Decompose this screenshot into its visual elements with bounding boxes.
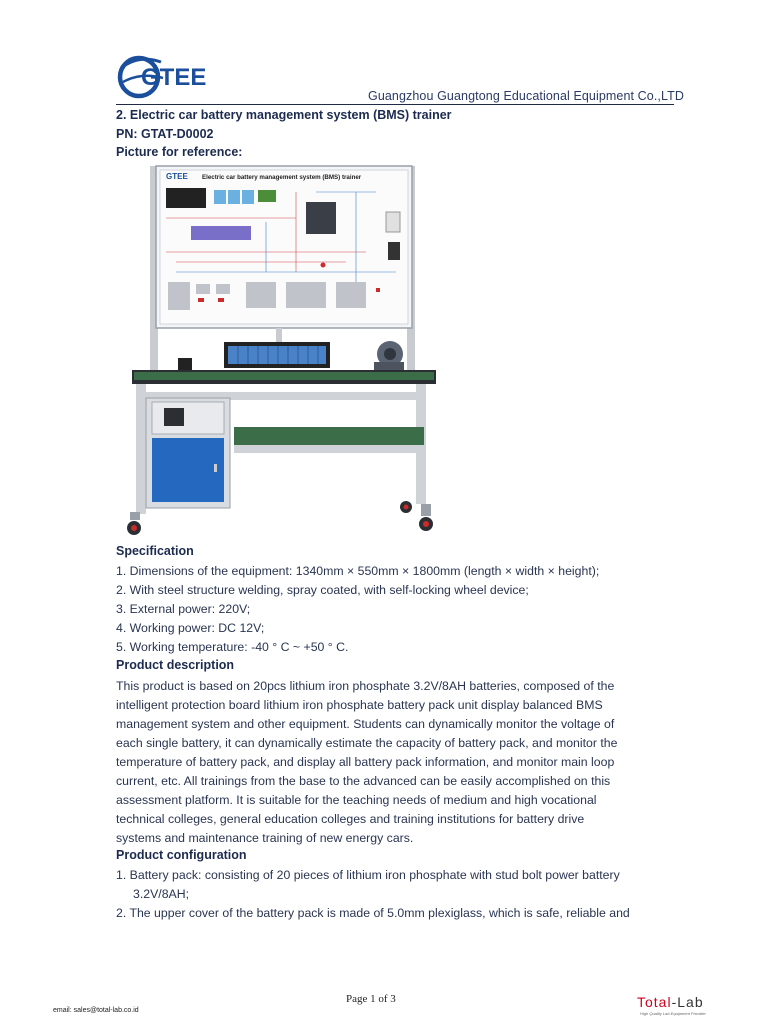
list-item: 1. Dimensions of the equipment: 1340mm × 550mm × 1800mm (length × width × height); [116, 564, 600, 578]
footer-tagline: High Quality Lab Equipment Provider [640, 1011, 706, 1016]
specification-heading: Specification [116, 544, 194, 558]
paragraph-line: each single battery, it can dynamically estimate the capacity of battery pack, and monitor the [116, 736, 618, 750]
paragraph-line: systems and maintenance training of new energy cars. [116, 831, 414, 845]
board-logo: GTEE [166, 172, 188, 181]
board-title: Electric car battery management system (BMS) trainer [202, 174, 362, 181]
paragraph-line: intelligent protection board lithium iron phosphate battery pack unit display balanced BMS [116, 698, 603, 712]
list-item: 2. The upper cover of the battery pack is made of 5.0mm plexiglass, which is safe, reliable and [116, 906, 630, 920]
logo-text: GTEE [141, 64, 207, 91]
picture-label: Picture for reference: [116, 145, 243, 159]
specification-list [116, 562, 599, 657]
paragraph-line: current, etc. All trainings from the base to the advanced can be easily accomplished on this [116, 774, 611, 788]
paragraph-line: technical colleges, general education colleges and training institutions for battery drive [116, 812, 585, 826]
product-photo [116, 162, 438, 542]
paragraph-line: management system and other equipment. Students can dynamically monitor the voltage of [116, 717, 615, 731]
list-item: 5. Working temperature: -40 ° C ~ +50 ° C. [116, 640, 349, 654]
part-number: PN: GTAT-D0002 [116, 127, 214, 141]
paragraph-line: assessment platform. It is suitable for the teaching needs of medium and high vocational [116, 793, 597, 807]
list-item: 1. Battery pack: consisting of 20 pieces of lithium iron phosphate with stud bolt power battery [116, 868, 620, 882]
paragraph-line: This product is based on 20pcs lithium iron phosphate 3.2V/8AH batteries, composed of the [116, 679, 615, 693]
list-item: 4. Working power: DC 12V; [116, 621, 265, 635]
company-name: Guangzhou Guangtong Educational Equipment Co.,LTD [368, 89, 684, 103]
configuration-heading: Product configuration [116, 848, 247, 862]
brand-part-2: -Lab [671, 994, 704, 1010]
header-divider [116, 104, 674, 105]
document-title: 2. Electric car battery management system (BMS) trainer [116, 108, 452, 122]
brand-part-1: Total [637, 994, 672, 1010]
list-item-continuation: 3.2V/8AH; [133, 887, 190, 901]
description-heading: Product description [116, 658, 235, 672]
paragraph-line: temperature of battery pack, and display all battery pack information, and monitor main loop [116, 755, 615, 769]
page-number: Page 1 of 3 [346, 993, 396, 1005]
company-logo [117, 52, 217, 102]
list-item: 3. External power: 220V; [116, 602, 251, 616]
configuration-list [116, 866, 630, 923]
list-item: 2. With steel structure welding, spray coated, with self-locking wheel device; [116, 583, 529, 597]
description-paragraph [116, 677, 617, 848]
footer-email: email: sales@total-lab.co.id [53, 1007, 139, 1014]
footer-brand-logo [637, 994, 704, 1010]
